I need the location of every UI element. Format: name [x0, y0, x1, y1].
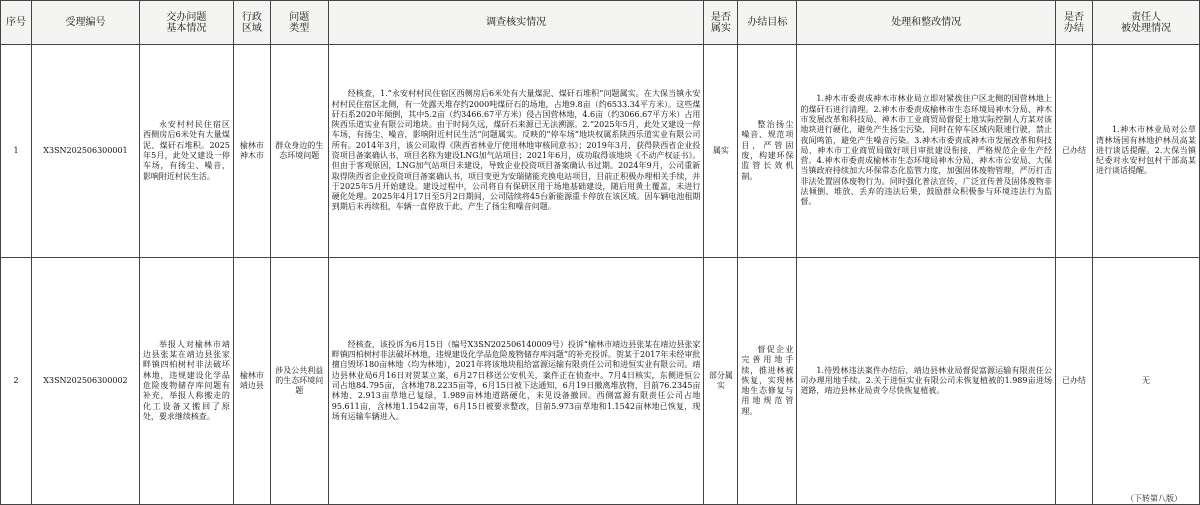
row-findings: 经核查，该投诉为6月15日（编号X3SN202506140009号）投诉“榆林市靖边县张某在靖边县张家畔镇四柏树村非法破坏林地，违规建设化学品危险废物储存库问题”的补充投诉。贺某于2017年未经审批擅自毁坏180亩林地（均为林地），2021年将该地块租给富源运输有限责任公司和进恒实业有限公司。靖边县林业局6月16日对贺某立案，6月27日移送公安机关，案件正在侦查中。7月4日核实，东侧进恒公司占地84.795亩，含林地78.2235亩等，6月15日被下达通知，6月19日撤离堆放物，目前76.2345亩林地、2.913亩草地已复绿，1.989亩林地道路硬化，未见设备撤回。西侧富源有限责任公司占地95.611亩，含林地1.1542亩等，6月15日被要求整改，目前5.973亩草地和1.1542亩林地已恢复，现场有运输车辆进入。 [328, 258, 704, 505]
header-issue: 交办问题 基本情况 [139, 1, 233, 45]
row-verified: 属实 [704, 45, 738, 258]
row-seq: 2 [1, 258, 32, 505]
row-handling: 1.神木市委责成神木市林业局立即对紧挨住户区北侧的国营林地上的煤矸石进行清理。2.神木市委责成榆林市生态环境局神木分局、神木市发展改革和科技局、神木市工业商贸局督促土地实际控制人方某对该地块进行硬化，避免产生扬尘污染，同时在停车区域内限速行驶，禁止夜间鸣笛，避免产生噪音污染。3.神木市委责成神木市发展改革和科技局、神木市工业商贸局做好项目审批建设衔接，严格规范企业生产经营。4.神木市委责成榆林市生态环境局神木分局、神木市公安局、大保当镇政府持续加大环保常态化监管力度，加强固体废物管理，严厉打击非法处置固体废物行为。同时强化普法宣传，广泛宣传普及固体废物非法倾倒、堆放、丢弃的违法后果，鼓励群众积极参与环境违法行为监督。 [797, 45, 1056, 258]
header-accountability: 责任人 被处理情况 [1093, 1, 1200, 45]
header-region: 行政 区域 [233, 1, 270, 45]
header-goal: 办结目标 [738, 1, 797, 45]
header-verified: 是否 属实 [704, 1, 738, 45]
continuation-note: （下转第八版） [1126, 494, 1182, 503]
row-accountability: 无 [1093, 258, 1200, 505]
row-closed: 已办结 [1056, 45, 1093, 258]
header-handling: 处理和整改情况 [797, 1, 1056, 45]
header-findings: 调查核实情况 [328, 1, 704, 45]
row-case-no: X3SN202506300002 [31, 258, 139, 505]
header-seq: 序号 [1, 1, 32, 45]
row-issue: 永安村村民住宿区西侧房后6米处有大量煤泥、煤矸石堆积。2025年5月，此处又建设一停车场，有扬尘、噪音，影响附近村民生活。 [139, 45, 233, 258]
header-closed: 是否 办结 [1056, 1, 1093, 45]
row-handling: 1.待毁林违法案件办结后，靖边县林业局督促富源运输有限责任公司办理用地手续。2.关于进恒实业有限公司未恢复植被的1.989亩进场道路，靖边县林业局责令尽快恢复植被。 [797, 258, 1056, 505]
row-goal: 整治扬尘噪音、规范项目，严管固废，构建环保监管长效机制。 [738, 45, 797, 258]
row-issue: 举报人对榆林市靖边县张某在靖边县张家畔镇四柏树村非法破坏林地，违规建设化学品危险废物储存库问题有补充，举报人称搬走的化工设备又搬回了原处，要求继续核查。 [139, 258, 233, 505]
row-type: 涉及公共利益的生态环境问题 [270, 258, 328, 505]
row-accountability: 1.神木市林业局对公草湾林场国有林地护林员高某进行谈话提醒。2.大保当镇纪委对永安村包村干部高某进行谈话提醒。 [1093, 45, 1200, 258]
table-row [1, 45, 1200, 258]
row-findings: 经核查，1.“永安村村民住宿区西侧房后6米处有大量煤泥、煤矸石堆积”问题属实。在大保当镇永安村村民住宿区北侧，有一处露天堆存约2000吨煤矸石的场地，占地9.8亩（约6533.34平方米）。这些煤矸石系2020年倾倒，其中5.2亩（约3466.67平方米）侵占国营林地，4.6亩（约3066.67平方米）占用陕西乐道实业有限公司地块。由于时间久远，煤矸石来源已无法溯源。2.“2025年5月，此处又建设一停车场，有扬尘、噪音，影响附近村民生活”问题属实。反映的“停车场”地块权属系陕西乐道实业有限公司所有。2014年3月，该公司取得《陕西省林业厅使用林地审核同意书》；2019年3月，获得陕西省企业投资项目备案确认书，项目名称为建设LNG加气站项目；2021年6月，成功取得该地块《不动产权证书》。但由于客观原因，LNG加气站项目未建设，导致企业投资项目备案确认书过期。2024年9月，公司重新取得陕西省企业投资项目备案确认书，项目变更为安瑞储能充换电站项目，目前正积极办理相关手续，并于2025年5月开始建设。建设过程中，公司将自有保研区用于场地基础建设，随后用黄土覆盖，未进行硬化处理。2025年4月17日至5月2日期间，公司陆续将45台新能源重卡停放在该区域。因车辆电池租期到期后未再续租，车辆一直停放于此，产生了扬尘和噪音问题。 [328, 45, 704, 258]
header-type: 问题 类型 [270, 1, 328, 45]
row-case-no: X3SN202506300001 [31, 45, 139, 258]
header-case-no: 受理编号 [31, 1, 139, 45]
row-goal: 督促企业完善用地手续，推进林被恢复，实现林地生态修复与用地规范管理。 [738, 258, 797, 505]
row-type: 群众身边的生态环境问题 [270, 45, 328, 258]
row-verified: 部分属实 [704, 258, 738, 505]
row-seq: 1 [1, 45, 32, 258]
row-closed: 已办结 [1056, 258, 1093, 505]
row-region: 榆林市靖边县 [233, 258, 270, 505]
header-row [1, 1, 1200, 45]
table-row [1, 258, 1200, 505]
row-region: 榆林市神木市 [233, 45, 270, 258]
